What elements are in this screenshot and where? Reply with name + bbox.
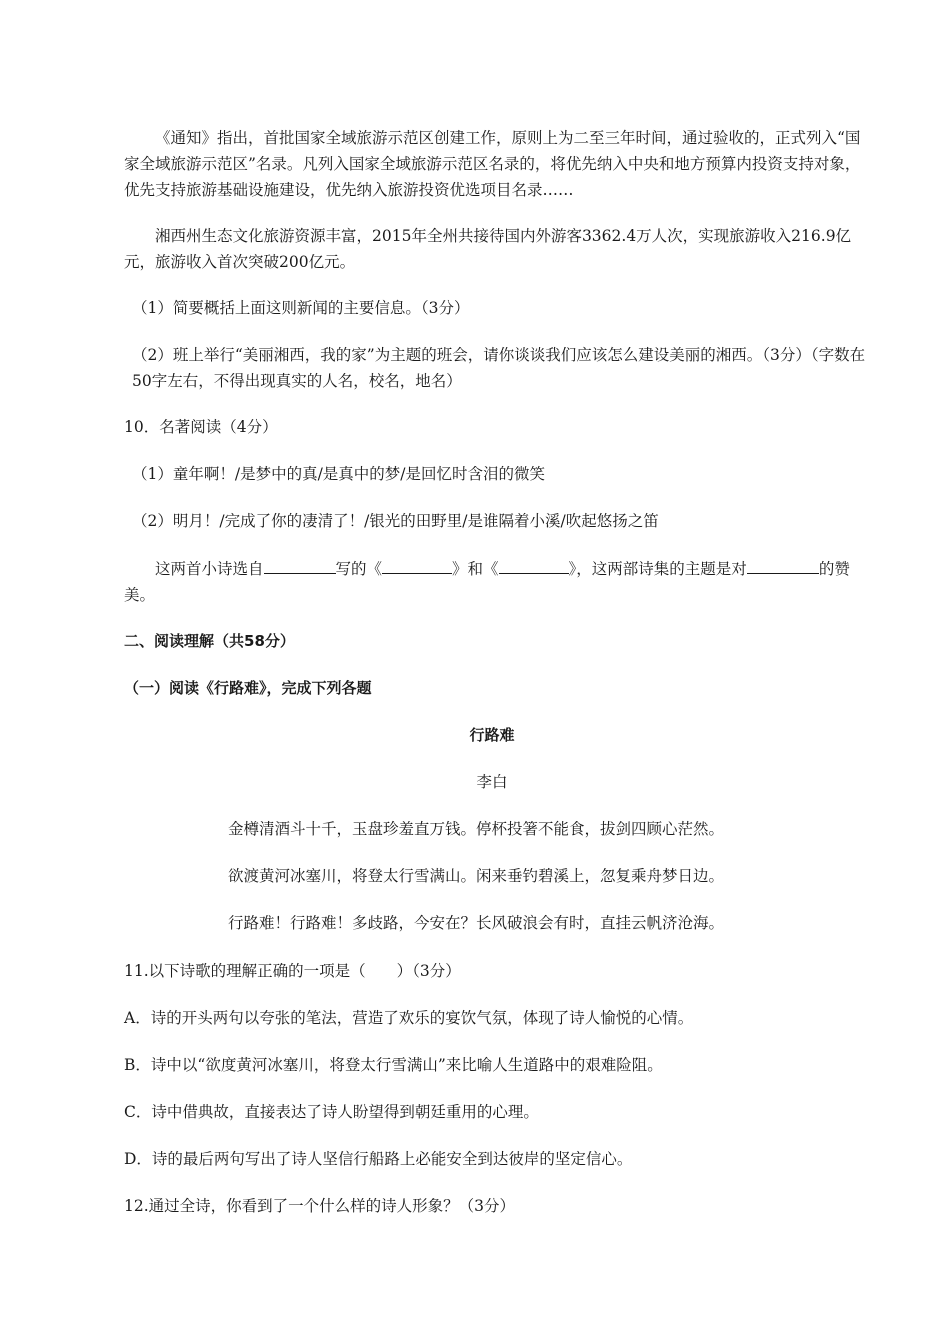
notice-paragraph: 《通知》指出，首批国家全域旅游示范区创建工作，原则上为二至三年时间，通过验收的，正式列入“国家全域旅游示范区”名录。凡列入国家全域旅游示范区名录的，将优先纳入中央和地方预算内投资支持对象，优先支持旅游基础设施建设，优先纳入旅游投资优选项目名录…… bbox=[124, 129, 861, 199]
fill-text-1: 这两首小诗选自 bbox=[155, 560, 264, 578]
question-11-option-d[interactable]: D．诗的最后两句写出了诗人坚信行船路上必能安全到达彼岸的坚定信心。 bbox=[124, 1150, 633, 1168]
fill-text-3: 》和《 bbox=[452, 560, 499, 578]
blank-book-2[interactable] bbox=[499, 555, 569, 574]
question-10-poem-1: （1）童年啊！/是梦中的真/是真中的梦/是回忆时含泪的微笑 bbox=[132, 465, 546, 483]
question-9-2: （2）班上举行“美丽湘西，我的家”为主题的班会，请你谈谈我们应该怎么建设美丽的湘西。（3分）（字数在50字左右，不得出现真实的人名，校名，地名） bbox=[132, 346, 866, 390]
question-11-stem: 11.以下诗歌的理解正确的一项是（ ）（3分） bbox=[124, 962, 461, 980]
fill-text-2: 写的《 bbox=[335, 560, 383, 578]
question-11-option-a[interactable]: A．诗的开头两句以夸张的笔法，营造了欢乐的宴饮气氛，体现了诗人愉悦的心情。 bbox=[124, 1009, 694, 1027]
blank-theme[interactable] bbox=[747, 555, 819, 574]
section-2-title: 二、阅读理解（共58分） bbox=[124, 632, 295, 650]
subsection-1-title: （一）阅读《行路难》，完成下列各题 bbox=[124, 679, 372, 697]
question-11-option-c[interactable]: C．诗中借典故，直接表达了诗人盼望得到朝廷重用的心理。 bbox=[124, 1103, 539, 1121]
poem-line-2: 欲渡黄河冰塞川，将登太行雪满山。闲来垂钓碧溪上，忽复乘舟梦日边。 bbox=[228, 867, 725, 885]
question-10-poem-2: （2）明月！/完成了你的凄清了！/银光的田野里/是谁隔着小溪/吹起悠扬之笛 bbox=[132, 512, 659, 530]
question-9-1: （1）简要概括上面这则新闻的主要信息。（3分） bbox=[132, 299, 470, 317]
poem-line-3: 行路难！行路难！多歧路，今安在？长风破浪会有时，直挂云帆济沧海。 bbox=[228, 914, 725, 932]
fill-text-5: 的赞美。 bbox=[124, 560, 850, 604]
blank-author[interactable] bbox=[264, 555, 336, 574]
poem-title: 行路难 bbox=[469, 726, 515, 744]
question-10-title: 10．名著阅读（4分） bbox=[124, 418, 278, 436]
poem-author: 李白 bbox=[476, 773, 508, 791]
poem-line-1: 金樽清酒斗十千，玉盘珍羞直万钱。停杯投箸不能食，拔剑四顾心茫然。 bbox=[228, 820, 725, 838]
xiangxi-paragraph: 湘西州生态文化旅游资源丰富，2015年全州共接待国内外游客3362.4万人次，实现旅游收入216.9亿元，旅游收入首次突破200亿元。 bbox=[124, 227, 852, 271]
question-10-fill-blank bbox=[124, 555, 869, 608]
question-12-stem: 12.通过全诗，你看到了一个什么样的诗人形象？（3分） bbox=[124, 1197, 516, 1215]
blank-book-1[interactable] bbox=[382, 555, 452, 574]
fill-text-4: 》，这两部诗集的主题是对 bbox=[568, 560, 747, 578]
question-11-option-b[interactable]: B．诗中以“欲度黄河冰塞川，将登太行雪满山”来比喻人生道路中的艰难险阻。 bbox=[124, 1056, 663, 1074]
